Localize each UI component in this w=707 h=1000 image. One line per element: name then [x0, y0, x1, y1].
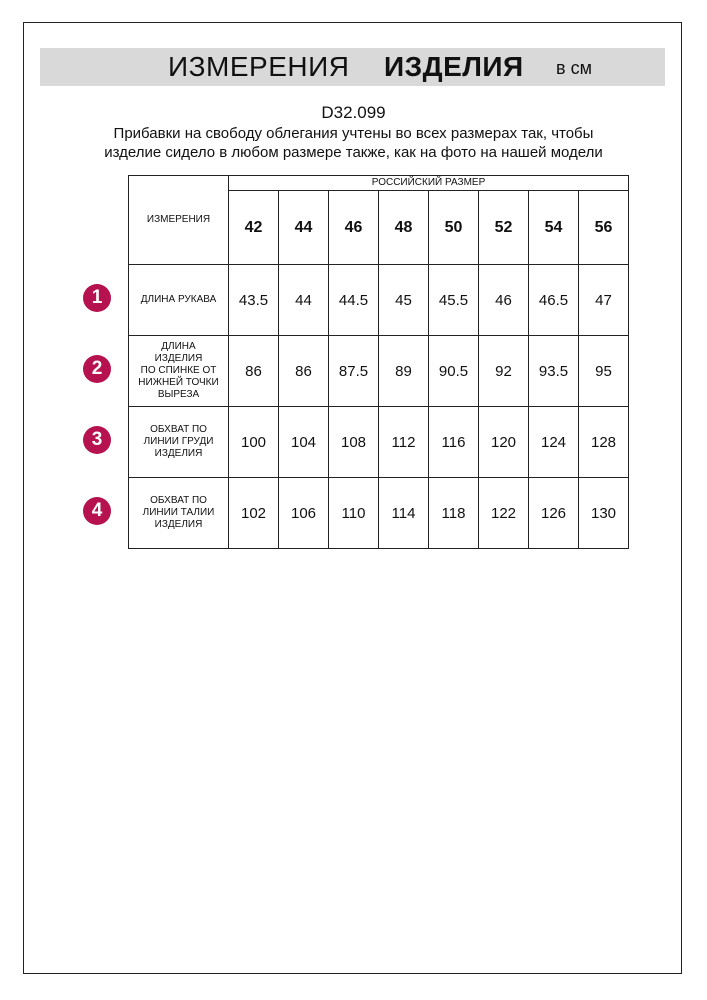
measurement-value: 95: [579, 336, 629, 407]
row-number-badge: 3: [83, 426, 111, 454]
size-header: 52: [479, 191, 529, 265]
measurement-value: 93.5: [529, 336, 579, 407]
header-word-measurements: ИЗМЕРЕНИЯ: [168, 51, 350, 82]
measurement-label-cell: [129, 407, 229, 478]
measurement-value: 43.5: [229, 265, 279, 336]
measurement-value: 106: [279, 478, 329, 549]
measurement-value: 47: [579, 265, 629, 336]
size-table: [128, 175, 629, 549]
measurement-value: 45: [379, 265, 429, 336]
measurement-value: 44: [279, 265, 329, 336]
table-body: [129, 265, 629, 549]
measurement-value: 108: [329, 407, 379, 478]
measurement-value: 90.5: [429, 336, 479, 407]
measurement-value: 110: [329, 478, 379, 549]
measurement-value: 92: [479, 336, 529, 407]
measurement-label-line: ИЗДЕЛИЯ: [154, 353, 203, 364]
subtitle-line-1: Прибавки на свободу облегания учтены во всех размерах так, чтобы: [113, 125, 594, 142]
size-header: 54: [529, 191, 579, 265]
header-word-product: ИЗДЕЛИЯ: [384, 51, 524, 82]
measurement-value: 114: [379, 478, 429, 549]
measurement-value: 120: [479, 407, 529, 478]
measurement-label-line: ДЛИНА РУКАВА: [140, 294, 217, 305]
size-header: 42: [229, 191, 279, 265]
measurement-label-cell: [129, 478, 229, 549]
table-row: [129, 265, 629, 336]
measurement-label-line: ВЫРЕЗА: [157, 389, 200, 400]
measurement-value: 87.5: [329, 336, 379, 407]
measurement-label-cell: [129, 265, 229, 336]
measurement-value: 128: [579, 407, 629, 478]
measurement-value: 124: [529, 407, 579, 478]
measurement-label-line: ИЗДЕЛИЯ: [154, 519, 203, 530]
measurement-label-line: НИЖНЕЙ ТОЧКИ: [138, 377, 219, 388]
subtitle-line-2: изделие сидело в любом размере также, как на фото на нашей модели: [104, 144, 603, 161]
size-header: 48: [379, 191, 429, 265]
measurement-label-line: ПО СПИНКЕ ОТ: [140, 365, 217, 376]
measurement-value: 86: [229, 336, 279, 407]
size-header: 50: [429, 191, 479, 265]
measurement-label-line: ОБХВАТ ПО: [150, 424, 207, 435]
table-row: [129, 336, 629, 407]
size-header: 56: [579, 191, 629, 265]
measurement-label-line: ДЛИНА: [161, 341, 196, 352]
measure-header: ИЗМЕРЕНИЯ: [146, 214, 211, 225]
measurement-value: 130: [579, 478, 629, 549]
measurement-label-line: ЛИНИИ ГРУДИ: [143, 436, 214, 447]
measurement-value: 45.5: [429, 265, 479, 336]
size-header: 44: [279, 191, 329, 265]
row-number-badge: 2: [83, 355, 111, 383]
measurement-value: 112: [379, 407, 429, 478]
measurement-value: 46.5: [529, 265, 579, 336]
table-row: [129, 478, 629, 549]
measurement-label-cell: [129, 336, 229, 407]
measurement-label-line: ОБХВАТ ПО: [150, 495, 207, 506]
measurement-value: 44.5: [329, 265, 379, 336]
row-number-badge: 1: [83, 284, 111, 312]
measurement-value: 86: [279, 336, 329, 407]
measurement-value: 104: [279, 407, 329, 478]
model-code: D32.099: [321, 103, 386, 122]
measure-header-cell: [129, 176, 229, 265]
header-unit: в см: [556, 58, 592, 78]
measurement-value: 100: [229, 407, 279, 478]
measurement-value: 102: [229, 478, 279, 549]
measurement-value: 118: [429, 478, 479, 549]
measurement-value: 126: [529, 478, 579, 549]
table-row: [129, 407, 629, 478]
subtitle: [0, 124, 707, 162]
measurement-label-line: ИЗДЕЛИЯ: [154, 448, 203, 459]
measurement-value: 116: [429, 407, 479, 478]
row-number-badge: 4: [83, 497, 111, 525]
measurement-value: 46: [479, 265, 529, 336]
size-header: 46: [329, 191, 379, 265]
measurement-label-line: ЛИНИИ ТАЛИИ: [142, 507, 215, 518]
measurement-value: 122: [479, 478, 529, 549]
measurement-value: 89: [379, 336, 429, 407]
size-group-header: РОССИЙСКИЙ РАЗМЕР: [229, 176, 629, 191]
